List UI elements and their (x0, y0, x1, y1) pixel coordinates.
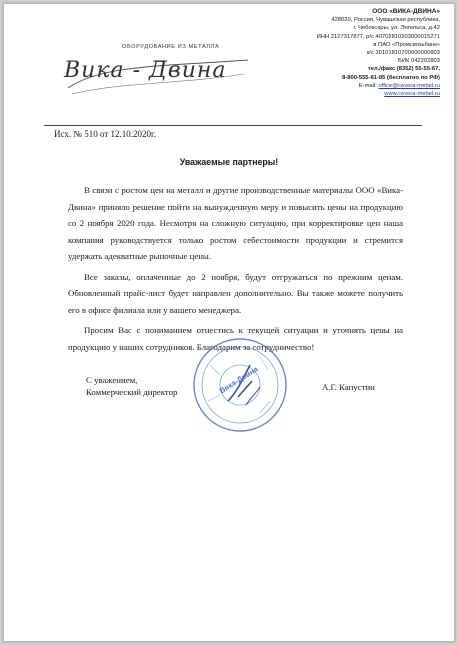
phone-fax-line: тел./факс (8352) 55-55-67, (367, 66, 440, 73)
bank-line: в ПАО «Промсвязьбанк» (373, 41, 440, 48)
website-link[interactable]: www.cevera-mebel.ru (384, 91, 440, 98)
greeting: Уважаемые партнеры! (179, 157, 279, 167)
email-label: E-mail: (358, 82, 377, 89)
logo-name: Вика - Двина (64, 58, 227, 83)
phone-free-line: 8-800-555-81-85 (бесплатно по РФ) (342, 74, 440, 81)
signer-name: А.Г. Капустин (322, 382, 375, 392)
paragraph-2: Все заказы, оплаченные до 2 ноября, будут отгружаться по прежним ценам. Обновленный прайс-лист будет направлен дополнительно. Вы также можете получить его в офисе филиала или у вашего менеджера. (68, 271, 403, 315)
paragraph-3: Просим Вас с пониманием отнестись к текущей ситуации и уточнять цены на продукцию у наших сотрудников. Благодарим за сотрудничество! (68, 325, 403, 352)
letter-body (68, 182, 403, 359)
company-details (270, 8, 440, 98)
account-line: к/с 30101810700000000803 (366, 50, 440, 57)
letter-page (3, 3, 455, 642)
address-line-1: 428020, Россия, Чувашская республика, (331, 17, 440, 24)
bik-line: БИК 042202803 (398, 58, 440, 65)
stamp-text: Вика-Двина (217, 364, 260, 396)
signer-title: Коммерческий директор (86, 387, 178, 397)
closing: С уважением, (86, 375, 138, 385)
inn-line: ИНН 2127317877, р/с 40702810203000015271 (316, 33, 440, 40)
company-name: ООО «ВИКА-ДВИНА» (372, 8, 440, 15)
email-line (270, 82, 440, 90)
paragraph-1: В связи с ростом цен на металл и другие производственные материалы ООО «Вика-Двина» приняло решение пойти на вынужденную меру и повысить цены на продукцию со 2 ноября 2020 года. Несмотря на сложную ситуацию, при корректировке цен наша компания руководствуется только ростом себестоимости продукции и стремится удержать адекватные рыночные цены. (68, 185, 403, 261)
logo-tagline: ОБОРУДОВАНИЕ ИЗ МЕТАЛЛА (122, 44, 220, 50)
header-divider (44, 125, 422, 126)
email-link[interactable]: office@cevera-mebel.ru (378, 82, 440, 89)
signature-block (86, 374, 177, 398)
outgoing-reference: Исх. № 510 от 12.10.2020г. (54, 129, 156, 139)
company-logo (62, 44, 252, 98)
company-stamp-icon (190, 335, 290, 435)
address-line-2: г. Чебоксары, ул. Энгельса, д.42 (353, 25, 440, 32)
